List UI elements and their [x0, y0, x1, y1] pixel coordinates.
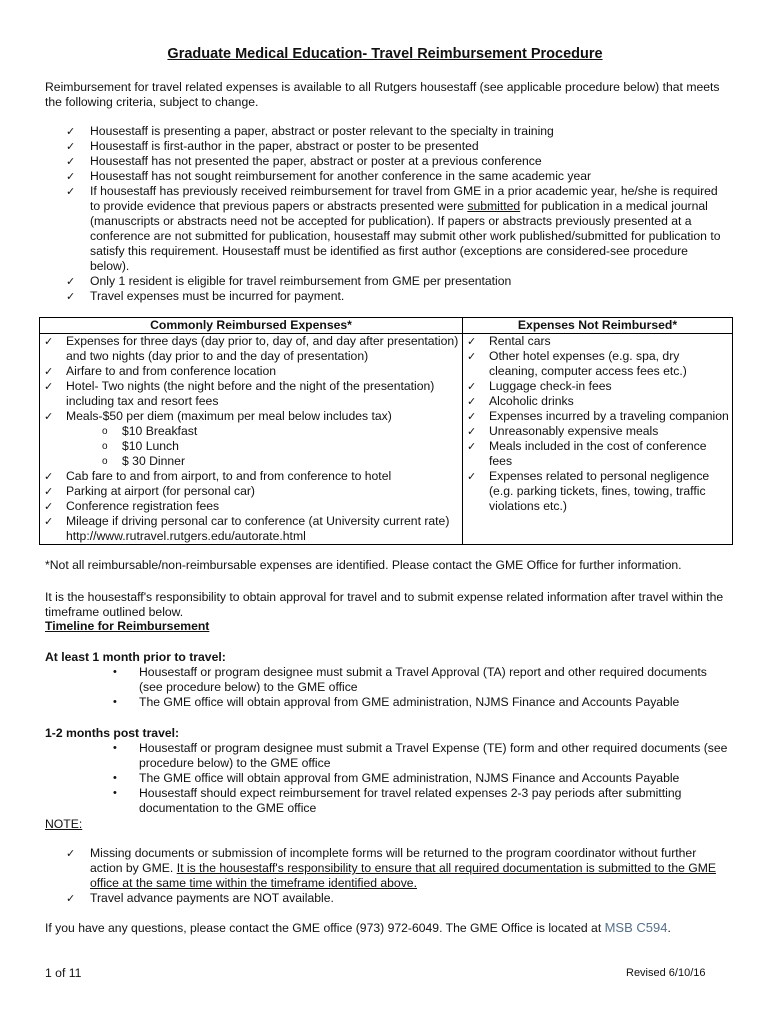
note-item: ✓ Missing documents or submission of incomplete forms will be returned to the program coordinator without further action by GME. It is the housestaff's responsibility to ensure that all required documentation is submitted to the GME office at the same time within the timeframe identified above.: [66, 846, 717, 890]
post-travel-heading: 1-2 months post travel:: [45, 726, 180, 740]
check-icon: ✓: [44, 365, 54, 378]
prior-travel-heading: At least 1 month prior to travel:: [45, 650, 226, 664]
reimbursed-item: ✓ Expenses for three days (day prior to, day of, and day after presentation) and two nights (day prior to and the day of presentation): [44, 334, 459, 363]
page-number: 1 of 11: [45, 966, 82, 980]
prior-travel-item: • The GME office will obtain approval from GME administration, NJMS Finance and Accounts Payable: [113, 695, 680, 709]
check-icon: ✓: [467, 470, 477, 483]
not-reimbursed-item: ✓ Luggage check-in fees: [467, 379, 612, 393]
check-icon: ✓: [66, 275, 76, 288]
reimbursed-item: ✓ Hotel- Two nights (the night before and the night of the presentation) including tax and resort fees: [44, 379, 435, 408]
reimbursed-item: ✓ Parking at airport (for personal car): [44, 484, 255, 498]
not-reimbursed-list: [465, 334, 730, 514]
reimbursed-header: Commonly Reimbursed Expenses*: [40, 318, 463, 334]
not-reimbursed-item: ✓ Expenses related to personal negligence (e.g. parking tickets, fines, towing, traffic violations etc.): [467, 469, 710, 513]
not-reimbursed-cell: [463, 334, 733, 545]
circle-bullet-icon: o: [102, 456, 108, 467]
check-icon: ✓: [66, 125, 76, 138]
criteria-item: ✓ Only 1 resident is eligible for travel reimbursement from GME per presentation: [66, 274, 512, 288]
reimbursed-item: ✓ Meals-$50 per diem (maximum per meal below includes tax): [44, 409, 392, 423]
bullet-icon: •: [113, 742, 117, 754]
reimbursed-item: ✓ Mileage if driving personal car to conference (at University current rate) http://www.rutravel.rutgers.edu/autorate.html: [44, 514, 450, 543]
expenses-table: [39, 317, 733, 545]
responsibility-paragraph: It is the housestaff's responsibility to obtain approval for travel and to submit expense related information after travel within the timeframe outlined below.: [45, 590, 724, 619]
timeline-heading: Timeline for Reimbursement: [45, 619, 210, 633]
check-icon: ✓: [467, 440, 477, 453]
notes-list: [66, 846, 726, 906]
check-icon: ✓: [66, 140, 76, 153]
check-icon: ✓: [44, 470, 54, 483]
bullet-icon: •: [113, 696, 117, 708]
reimbursed-item: ✓ Conference registration fees: [44, 499, 220, 513]
bullet-icon: •: [113, 666, 117, 678]
check-icon: ✓: [66, 290, 76, 303]
meal-limit-item: o $10 Breakfast: [102, 424, 198, 438]
check-icon: ✓: [467, 395, 477, 408]
check-icon: ✓: [44, 515, 54, 528]
intro-paragraph: Reimbursement for travel related expenses is available to all Rutgers housestaff (see applicable procedure below) that meets the following criteria, subject to change.: [45, 80, 720, 109]
bullet-icon: •: [113, 787, 117, 799]
criteria-item: ✓ If housestaff has previously received reimbursement for travel from GME in a prior academic year, he/she is required to provide evidence that previous papers or abstracts presented were submitted for publication in a medical journal (manuscripts or abstracts need not be accepted for publication). If papers or abstracts previously presented at a conference are not submitted for publication, housestaff may submit other work published/submitted for publication to satisfy this requirement. Housestaff must be identified as first author (exceptions are considered-see procedure below).: [66, 184, 721, 273]
check-icon: ✓: [66, 892, 76, 905]
check-icon: ✓: [44, 485, 54, 498]
check-icon: ✓: [44, 500, 54, 513]
not-reimbursed-item: ✓ Rental cars: [467, 334, 551, 348]
post-travel-item: • Housestaff or program designee must submit a Travel Expense (TE) form and other required documents (see procedure below) to the GME office: [113, 741, 728, 770]
check-icon: ✓: [44, 410, 54, 423]
post-travel-list: [113, 741, 733, 816]
office-location: MSB C594: [604, 920, 668, 935]
check-icon: ✓: [44, 335, 54, 348]
meal-limit-item: o $10 Lunch: [102, 439, 179, 453]
not-reimbursed-item: ✓ Alcoholic drinks: [467, 394, 574, 408]
check-icon: ✓: [66, 185, 76, 198]
reimbursed-list-continued: [42, 469, 460, 544]
not-reimbursed-item: ✓ Meals included in the cost of conference fees: [467, 439, 707, 468]
eligibility-criteria-list: [66, 124, 726, 304]
reimbursed-item: ✓ Cab fare to and from airport, to and from conference to hotel: [44, 469, 392, 483]
prior-travel-list: [113, 665, 733, 710]
criteria-item: ✓ Travel expenses must be incurred for payment.: [66, 289, 345, 303]
check-icon: ✓: [66, 847, 76, 860]
prior-travel-item: • Housestaff or program designee must submit a Travel Approval (TA) report and other required documents (see procedure below) to the GME office: [113, 665, 707, 694]
reimbursed-cell: [40, 334, 463, 545]
document-title: Graduate Medical Education- Travel Reimbursement Procedure: [167, 46, 603, 62]
criteria-item: ✓ Housestaff has not presented the paper, abstract or poster at a previous conference: [66, 154, 542, 168]
circle-bullet-icon: o: [102, 441, 108, 452]
reimbursed-list: [42, 334, 460, 424]
bullet-icon: •: [113, 772, 117, 784]
criteria-item: ✓ Housestaff has not sought reimbursement for another conference in the same academic year: [66, 169, 592, 183]
post-travel-item: • Housestaff should expect reimbursement for travel related expenses 2-3 pay periods after submitting documentation to the GME office: [113, 786, 682, 815]
revision-date: Revised 6/10/16: [626, 967, 706, 979]
meal-limit-item: o $ 30 Dinner: [102, 454, 186, 468]
check-icon: ✓: [467, 335, 477, 348]
not-reimbursed-item: ✓ Other hotel expenses (e.g. spa, dry cleaning, computer access fees etc.): [467, 349, 687, 378]
responsibility-emphasis: It is the housestaff's responsibility to ensure that all required documentation is submitted to the GME office at the same time within the timeframe identified above.: [90, 861, 717, 890]
criteria-item: ✓ Housestaff is presenting a paper, abstract or poster relevant to the specialty in training: [66, 124, 554, 138]
note-item: ✓ Travel advance payments are NOT available.: [66, 891, 334, 905]
contact-paragraph: If you have any questions, please contact the GME office (973) 972-6049. The GME Office is located at MSB C594.: [45, 920, 671, 935]
check-icon: ✓: [467, 410, 477, 423]
meal-limits-list: [42, 424, 460, 469]
check-icon: ✓: [467, 380, 477, 393]
check-icon: ✓: [66, 155, 76, 168]
post-travel-item: • The GME office will obtain approval from GME administration, NJMS Finance and Accounts Payable: [113, 771, 680, 785]
submitted-emphasis: submitted: [467, 199, 521, 213]
check-icon: ✓: [44, 380, 54, 393]
criteria-item: ✓ Housestaff is first-author in the paper, abstract or poster to be presented: [66, 139, 479, 153]
circle-bullet-icon: o: [102, 426, 108, 437]
not-reimbursed-item: ✓ Unreasonably expensive meals: [467, 424, 659, 438]
not-reimbursed-item: ✓ Expenses incurred by a traveling companion: [467, 409, 729, 423]
check-icon: ✓: [66, 170, 76, 183]
table-footnote: *Not all reimbursable/non-reimbursable expenses are identified. Please contact the GME Office for further information.: [45, 558, 682, 572]
reimbursed-item: ✓ Airfare to and from conference location: [44, 364, 277, 378]
not-reimbursed-header: Expenses Not Reimbursed*: [463, 318, 733, 334]
check-icon: ✓: [467, 350, 477, 363]
note-heading: NOTE:: [45, 817, 83, 831]
check-icon: ✓: [467, 425, 477, 438]
